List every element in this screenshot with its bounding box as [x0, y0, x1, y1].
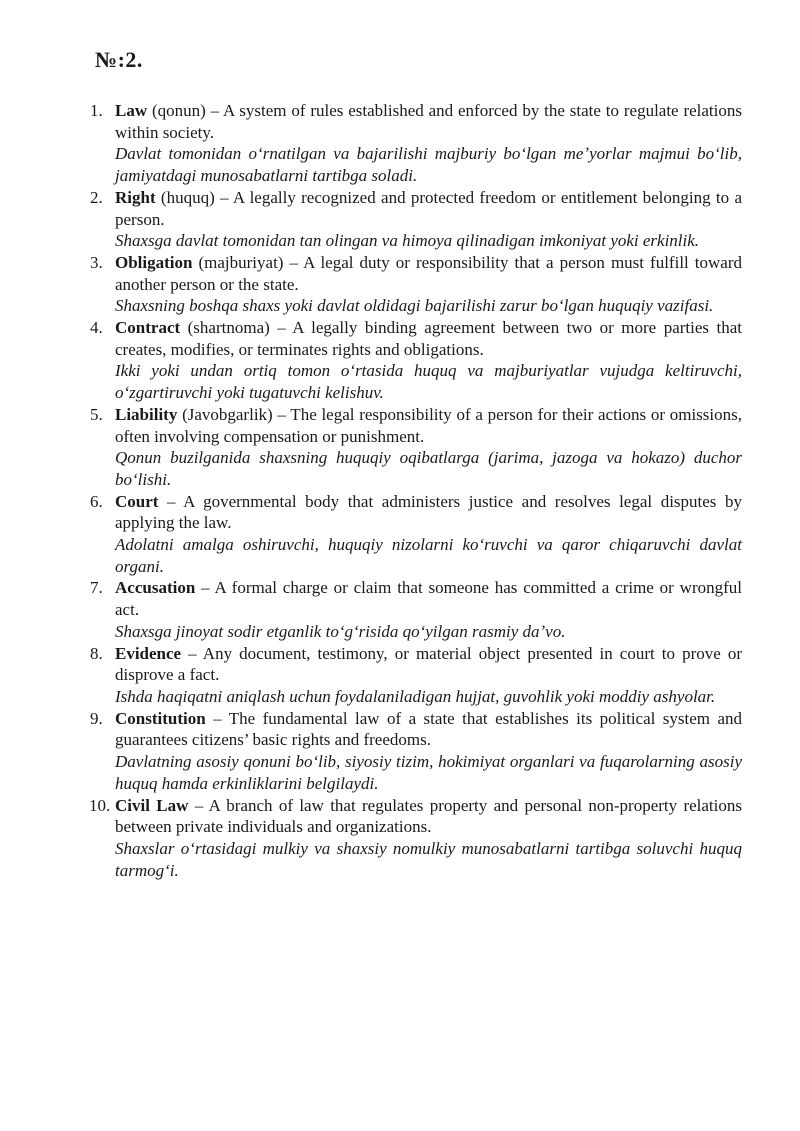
term-number: 5. [90, 404, 103, 424]
term-word: Evidence [115, 643, 182, 663]
term-number: 10. [89, 795, 111, 815]
term-description: – A formal charge or claim that someone has committed a crime or wrongful act. [115, 578, 742, 620]
term-definition-en [115, 187, 742, 230]
term-item-accusation [85, 577, 742, 642]
term-translation-uz: Davlatning asosiy qonuni boʻlib, siyosiy tizim, hokimiyat organlari va fuqarolarning asosiy huquq hamda erkinliklarini belgilaydi. [115, 752, 742, 793]
term-translation-uz: Ikki yoki undan ortiq tomon oʻrtasida huquq va majburiyatlar vujudga keltiruvchi, oʻzgartiruvchi yoki tugatuvchi kelishuv. [115, 361, 742, 403]
term-item-liability [85, 404, 742, 491]
term-translation-uz: Davlat tomonidan oʻrnatilgan va bajarilishi majburiy boʻlgan meʼyorlar majmui boʻlib, jamiyatdagi munosabatlarni tartibga soladi. [115, 144, 742, 186]
term-description: (qonun) – A system of rules established and enforced by the state to regulate relations within society. [115, 101, 742, 142]
term-translation-uz: Shaxsning boshqa shaxs yoki davlat oldidagi bajarilishi zarur boʻlgan huquqiy vazifasi. [115, 296, 714, 316]
term-number: 2. [90, 187, 103, 207]
term-definition-en [115, 643, 742, 686]
term-translation-uz: Shaxsga jinoyat sodir etganlik toʻgʻrisida qoʻyilgan rasmiy daʼvo. [115, 621, 566, 641]
term-item-court [85, 491, 742, 578]
term-definition-en [115, 100, 742, 143]
term-definition-en [115, 708, 742, 751]
term-word: Accusation [115, 578, 196, 598]
term-description: – A governmental body that administers justice and resolves legal disputes by applying the law. [115, 491, 742, 533]
term-translation-uz: Shaxsga davlat tomonidan tan olingan va himoya qilinadigan imkoniyat yoki erkinlik. [115, 231, 700, 251]
term-number: 8. [90, 643, 103, 663]
term-item-obligation [85, 252, 742, 317]
term-definition-en [115, 317, 742, 360]
term-translation-uz: Adolatni amalga oshiruvchi, huquqiy nizolarni koʻruvchi va qaror chiqaruvchi davlat organi. [115, 535, 742, 576]
term-translation-uz: Qonun buzilganida shaxsning huquqiy oqibatlarga (jarima, jazoga va hokazo) duchor boʻlishi. [115, 448, 742, 489]
term-definition-en [115, 577, 742, 620]
term-item-civil-law [85, 795, 742, 882]
term-word: Constitution [115, 708, 206, 728]
terms-list [85, 100, 742, 881]
term-description: – The fundamental law of a state that establishes its political system and guarantees citizens’ basic rights and freedoms. [115, 708, 742, 750]
term-number: 6. [90, 491, 103, 511]
term-number: 1. [90, 101, 103, 120]
term-word: Contract [115, 318, 181, 338]
term-word: Civil Law [115, 795, 189, 815]
term-definition-en [115, 404, 742, 447]
term-word: Liability [115, 404, 178, 424]
term-number: 3. [90, 252, 103, 272]
term-item-constitution [85, 708, 742, 795]
page-heading: №:2. [95, 47, 143, 72]
term-word: Law [115, 101, 148, 120]
term-word: Court [115, 491, 159, 511]
term-number: 4. [90, 318, 103, 338]
term-description: (majburiyat) – A legal duty or responsibility that a person must fulfill toward another person or the state. [115, 252, 742, 294]
term-number: 9. [90, 708, 103, 728]
term-description: (Javobgarlik) – The legal responsibility of a person for their actions or omissions, often involving compensation or punishment. [115, 404, 742, 446]
term-item-law [85, 100, 742, 187]
term-definition-en [115, 252, 742, 295]
term-description: (shartnoma) – A legally binding agreement between two or more parties that creates, modifies, or terminates rights and obligations. [115, 318, 742, 359]
term-item-right [85, 187, 742, 252]
term-word: Right [115, 187, 156, 207]
term-description: (huquq) – A legally recognized and protected freedom or entitlement belonging to a person. [115, 187, 742, 229]
term-translation-uz: Ishda haqiqatni aniqlash uchun foydalaniladigan hujjat, guvohlik yoki moddiy ashyolar. [115, 686, 716, 706]
term-description: – A branch of law that regulates property and personal non-property relations between private individuals and organizations. [115, 795, 742, 837]
term-definition-en [115, 795, 742, 838]
term-word: Obligation [115, 252, 193, 272]
term-number: 7. [90, 578, 103, 598]
term-translation-uz: Shaxslar oʻrtasidagi mulkiy va shaxsiy nomulkiy munosabatlarni tartibga soluvchi huquq tarmogʻi. [115, 838, 742, 880]
term-item-contract [85, 317, 742, 404]
term-definition-en [115, 491, 742, 534]
term-item-evidence [85, 643, 742, 708]
term-description: – Any document, testimony, or material object presented in court to prove or disprove a fact. [115, 643, 742, 685]
